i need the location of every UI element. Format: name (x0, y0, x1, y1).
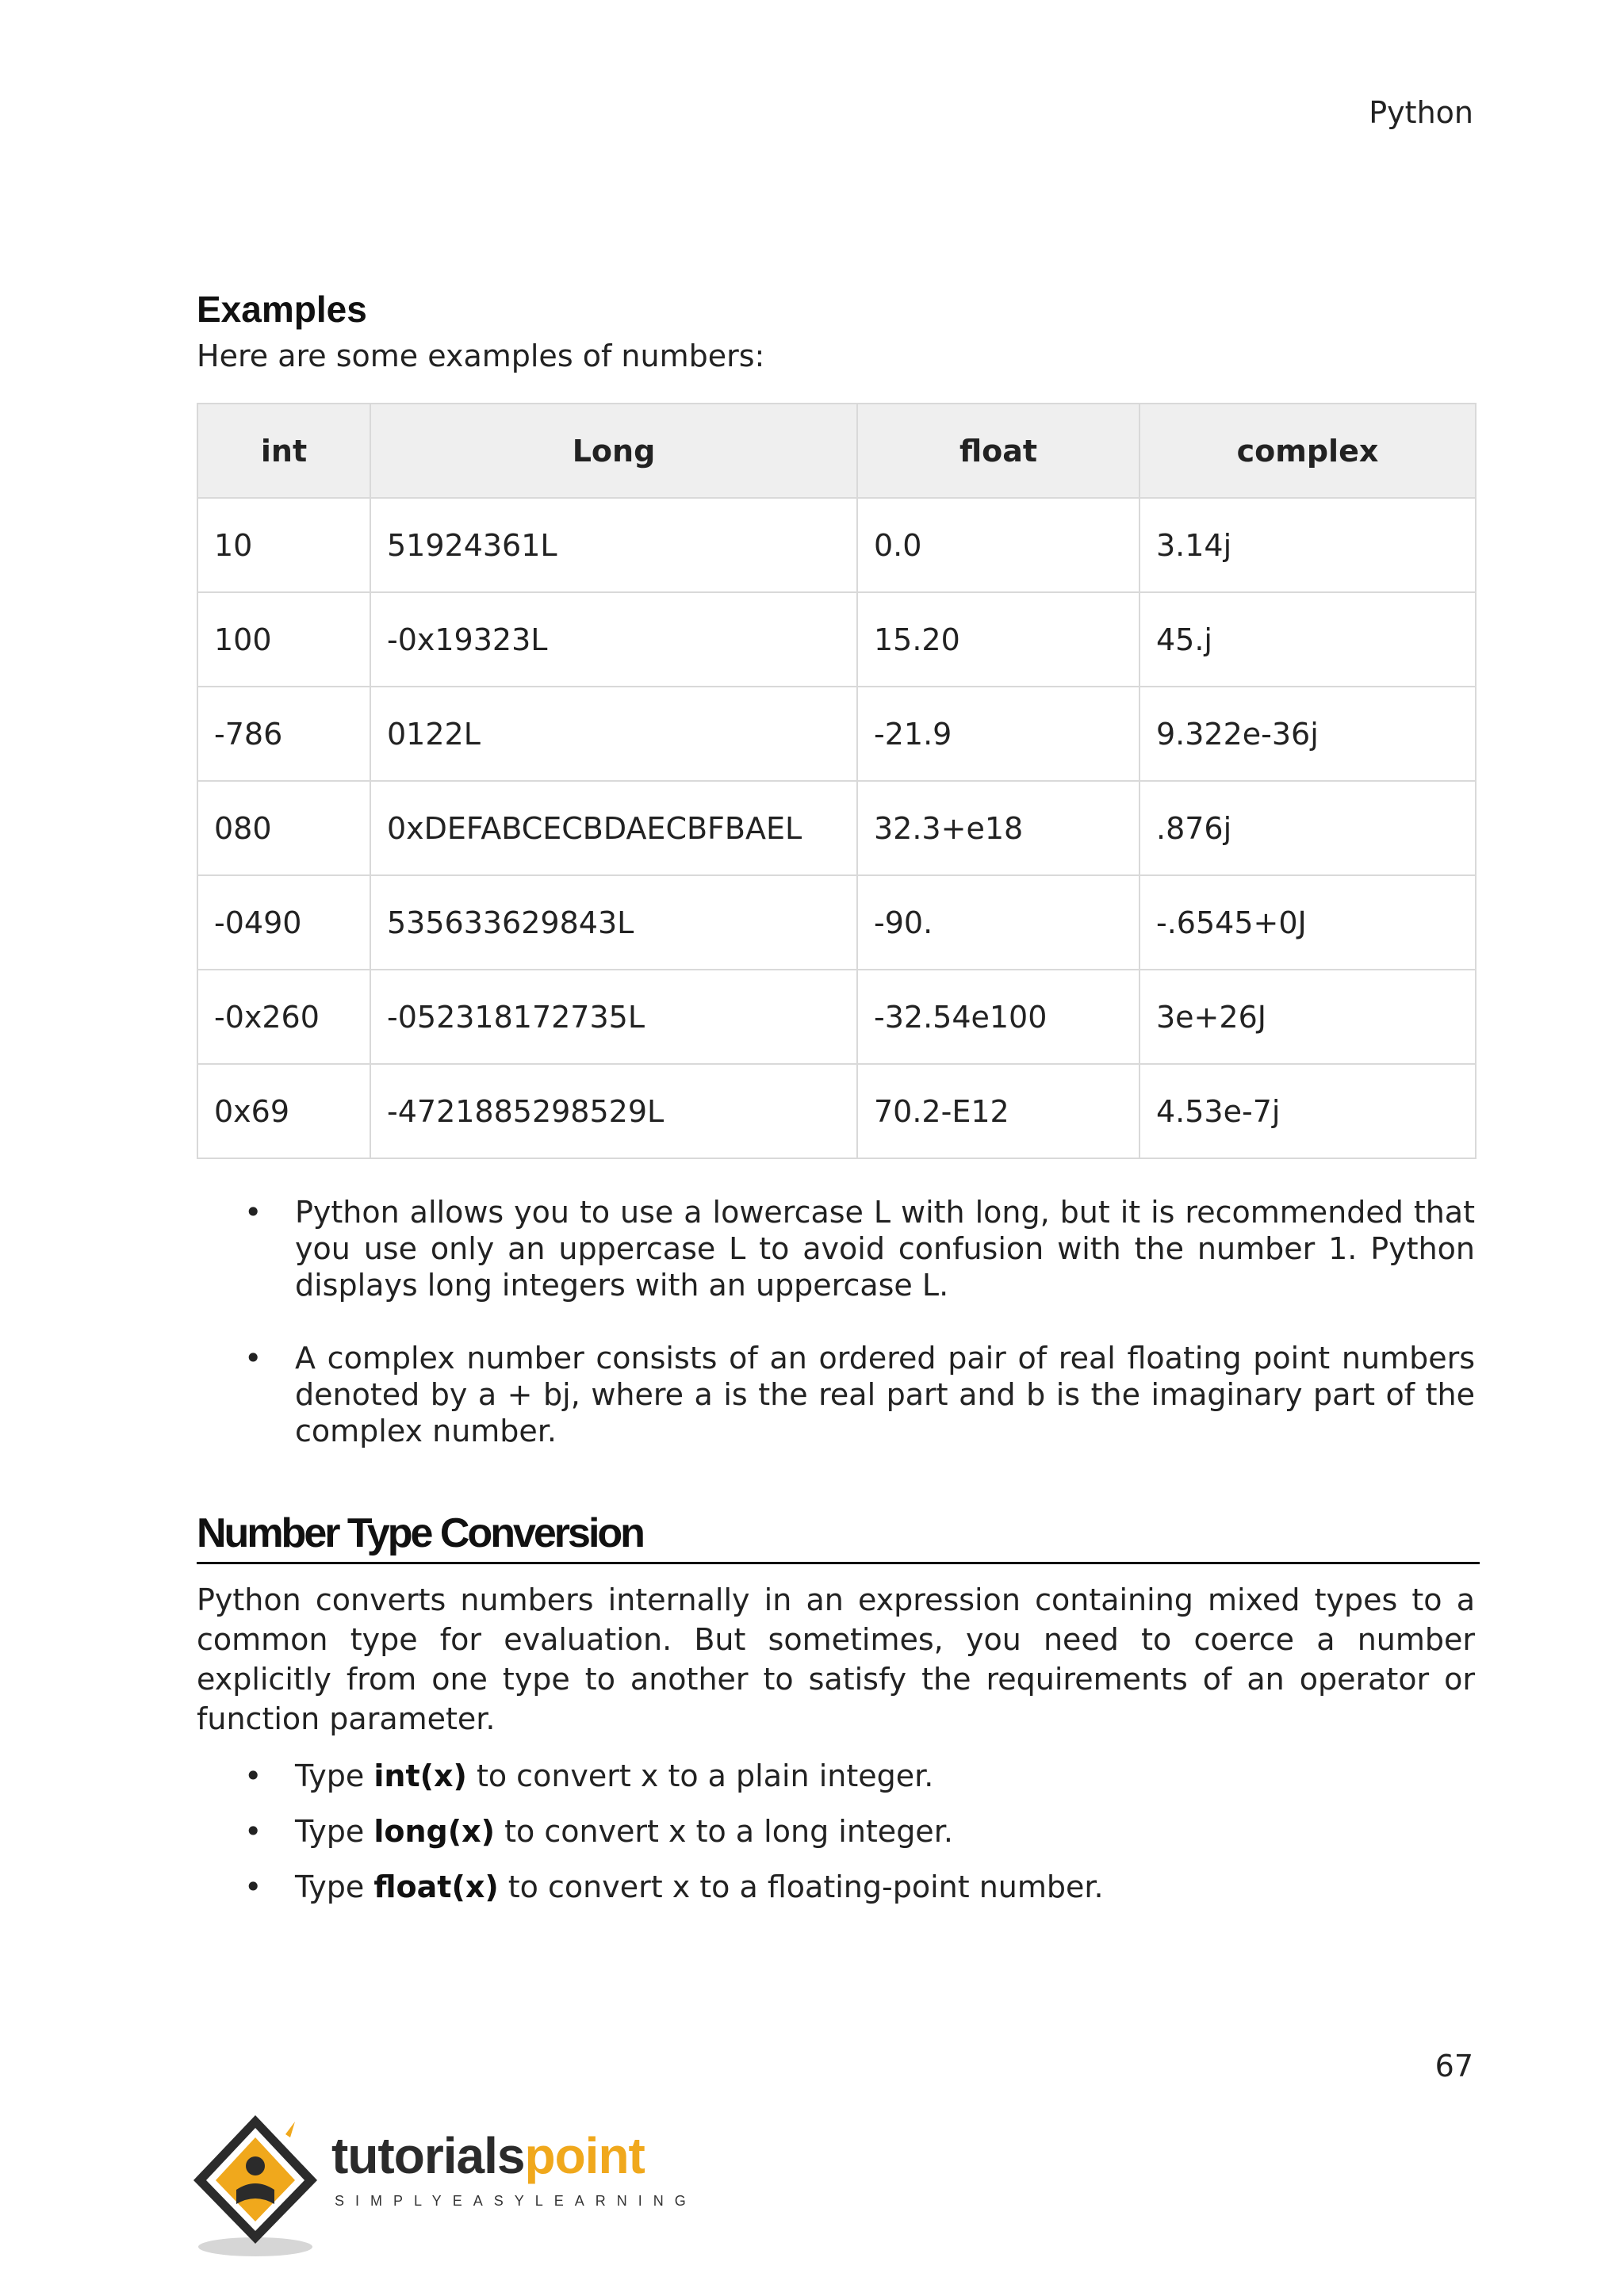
bullet-icon: • (244, 1341, 262, 1376)
bullet-icon: • (244, 1814, 262, 1849)
table-cell: 32.3+e18 (857, 781, 1139, 875)
examples-heading: Examples (197, 289, 367, 330)
table-cell: -90. (857, 875, 1139, 970)
conversion-list (197, 1758, 1475, 1905)
logo-tagline: SIMPLYEASYLEARNING (335, 2193, 697, 2209)
notes-list (197, 1194, 1475, 1449)
table-cell: 0.0 (857, 498, 1139, 592)
table-cell: -786 (197, 687, 370, 781)
table-cell: 0122L (370, 687, 857, 781)
table-cell: 100 (197, 592, 370, 687)
table-row (197, 875, 1476, 970)
table-row (197, 1064, 1476, 1158)
bullet-icon: • (244, 1195, 262, 1230)
table-cell: 51924361L (370, 498, 857, 592)
table-cell: 0x69 (197, 1064, 370, 1158)
table-row (197, 498, 1476, 592)
logo-word-point: point (524, 2127, 645, 2184)
table-row (197, 592, 1476, 687)
note-text: Python allows you to use a lowercase L with long, but it is recommended that you use only an uppercase L to avoid confusion with the number 1. Python displays long integers with an uppercase L. (295, 1195, 1475, 1303)
examples-intro: Here are some examples of numbers: (197, 339, 765, 373)
list-item (197, 1194, 1475, 1303)
running-header: Python (1369, 95, 1473, 130)
item-suffix: to convert x to a floating-point number. (498, 1869, 1104, 1904)
table-cell: -32.54e100 (857, 970, 1139, 1064)
item-prefix: Type (295, 1869, 374, 1904)
page-content (197, 282, 1475, 1924)
item-suffix: to convert x to a long integer. (495, 1814, 953, 1849)
table-cell: 4.53e-7j (1139, 1064, 1476, 1158)
bullet-icon: • (244, 1869, 262, 1904)
table-cell: -4721885298529L (370, 1064, 857, 1158)
table-cell: 10 (197, 498, 370, 592)
table-cell: -.6545+0J (1139, 875, 1476, 970)
header-float: float (857, 404, 1139, 498)
logo-wordmark (331, 2126, 645, 2185)
table-cell: 3e+26J (1139, 970, 1476, 1064)
tutorialspoint-logo (190, 2110, 697, 2261)
table-header-row (197, 404, 1476, 498)
conversion-paragraph: Python converts numbers internally in an expression containing mixed types to a common type for evaluation. But sometimes, you need to coerce a number explicitly from one type to another to satisfy the requirements of an operator or function parameter. (197, 1582, 1475, 1736)
page-number: 67 (1434, 2049, 1473, 2084)
table-cell: 3.14j (1139, 498, 1476, 592)
table-row (197, 781, 1476, 875)
list-item (197, 1869, 1475, 1905)
item-code: long(x) (373, 1814, 496, 1849)
table-cell: 080 (197, 781, 370, 875)
table-cell: -052318172735L (370, 970, 857, 1064)
table-row (197, 687, 1476, 781)
logo-word-tutorials: tutorials (331, 2127, 525, 2184)
table-cell: -0x19323L (370, 592, 857, 687)
logo-emblem-icon (190, 2110, 333, 2261)
table-cell: 70.2-E12 (857, 1064, 1139, 1158)
list-item (197, 1340, 1475, 1449)
list-item (197, 1758, 1475, 1794)
item-prefix: Type (295, 1814, 374, 1849)
header-long: Long (370, 404, 857, 498)
note-text: A complex number consists of an ordered pair of real floating point numbers denoted by a + bj, where a is the real part and b is the imaginary part of the complex number. (295, 1341, 1475, 1448)
item-code: float(x) (373, 1869, 499, 1904)
header-complex: complex (1139, 404, 1476, 498)
conversion-heading: Number Type Conversion (197, 1510, 1480, 1564)
table-cell: 45.j (1139, 592, 1476, 687)
table-cell: -0490 (197, 875, 370, 970)
table-cell: -21.9 (857, 687, 1139, 781)
table-cell: -0x260 (197, 970, 370, 1064)
table-row (197, 970, 1476, 1064)
item-prefix: Type (295, 1758, 374, 1793)
table-cell: 535633629843L (370, 875, 857, 970)
item-suffix: to convert x to a plain integer. (466, 1758, 934, 1793)
table-cell: 9.322e-36j (1139, 687, 1476, 781)
header-int: int (197, 404, 370, 498)
table-cell: 15.20 (857, 592, 1139, 687)
bullet-icon: • (244, 1758, 262, 1793)
item-code: int(x) (373, 1758, 467, 1793)
number-examples-table (197, 403, 1477, 1159)
list-item (197, 1813, 1475, 1850)
table-cell: .876j (1139, 781, 1476, 875)
table-cell: 0xDEFABCECBDAECBFBAEL (370, 781, 857, 875)
